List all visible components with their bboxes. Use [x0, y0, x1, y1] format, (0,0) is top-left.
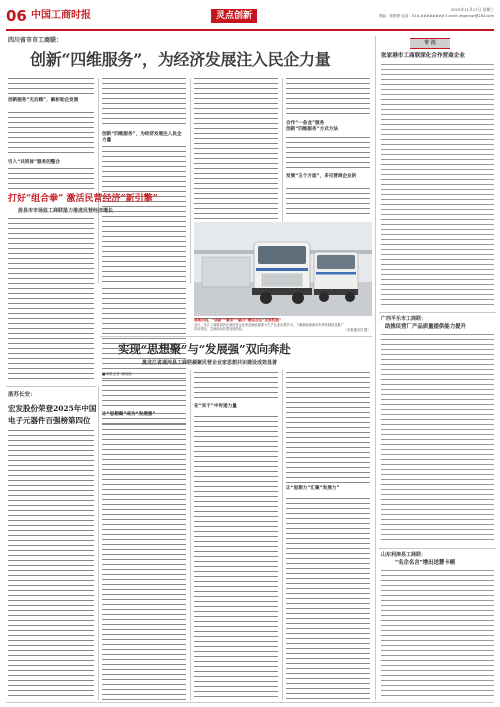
right-column-divider: [375, 36, 376, 700]
column-divider: [98, 78, 99, 283]
left-bottom-headline-2: 电子元器件百强榜第四位: [8, 416, 91, 425]
main-headline: 创新“四维服务”，为经济发展注入民企力量: [30, 50, 331, 69]
column-divider: [282, 370, 283, 700]
section-badge: 灵点创新: [211, 9, 257, 23]
article-subhead: 创新“四维服务”方式方法: [286, 127, 338, 132]
body-text: [102, 146, 186, 283]
article-subhead: 合作“一条龙”服务: [286, 121, 325, 126]
secondary-subtitle: 眉县市市场监工商联落力推进民营经济增长: [18, 208, 114, 214]
article-subhead: 创新“四维服务”，为经济发展注入民企力量: [102, 132, 182, 143]
photo-caption-title: 勇敢启程，“创新”“繁荣”“融合”聚焦点位“发展机遇”: [194, 318, 282, 322]
truck-illustration: [194, 222, 372, 316]
photo-credit: （本报通讯员 摄）: [344, 328, 371, 332]
body-text: [102, 424, 186, 700]
body-text: [8, 430, 94, 700]
editor-line: 责编：张婷婷 电话：010-######## E-mail: zhgshxw@163.com: [378, 14, 494, 18]
right-article-3-kicker: 山东利津县工商联：: [381, 552, 427, 558]
body-text: [8, 78, 94, 94]
body-text: [286, 137, 370, 171]
paper-name: 中国工商时报: [31, 10, 91, 21]
body-text: [286, 188, 370, 218]
body-text: [8, 218, 94, 382]
bottom-subhead: 让“思想聚”成为“发展强”: [102, 412, 156, 417]
column-divider: [98, 386, 99, 700]
section-rule: [100, 336, 372, 337]
masthead-red-rule: [6, 29, 494, 31]
body-text: [194, 416, 278, 700]
left-bottom-headline-1: 宏发股份荣登2025年中国: [8, 404, 97, 413]
body-text: [8, 112, 94, 157]
body-text: [381, 570, 494, 700]
section-rule: [379, 548, 496, 549]
article-subhead: 引入“共同体”服务的整合: [8, 160, 60, 165]
page-number: 06: [6, 7, 27, 25]
truck-photo: [194, 222, 372, 316]
body-text: [286, 498, 370, 700]
date-line: 2025年11月17日 星期三: [450, 7, 494, 12]
body-text: [286, 78, 370, 118]
section-rule: [6, 386, 96, 387]
right-article-3-title: “名企名言”增出送慧卡顾: [395, 560, 456, 566]
column-divider: [190, 370, 191, 700]
bottom-byline: ■本报记者 周晓波: [102, 372, 132, 376]
bottom-subhead: 让“思想力”汇聚“发展力”: [286, 486, 340, 491]
body-text: [381, 334, 494, 544]
main-kicker: 四川省市市工商联：: [8, 37, 63, 44]
article-subhead: 发展“五个方面”，多见营商企业的: [286, 174, 357, 179]
right-article-1-title: 张家港市工商联深化合作营商企业: [381, 53, 465, 59]
body-text: [194, 372, 278, 402]
right-article-2-kicker: 广西平乐市工商联：: [381, 316, 427, 322]
bottom-subtitle: 黑龙江省通河县工商联凝聚民营企业家思想共识建设成效显著: [142, 360, 278, 366]
body-text: [381, 64, 494, 308]
bottom-rule: [6, 702, 494, 703]
bottom-subhead: 在“实干”中传递力量: [194, 404, 237, 409]
body-text: [286, 372, 370, 484]
body-text: [102, 78, 186, 128]
body-text: [102, 380, 186, 410]
bottom-headline: 实现“思想聚”与“发展强”双向奔赴: [118, 342, 291, 356]
column-tag: 专 注: [410, 38, 450, 49]
column-divider: [190, 78, 191, 283]
photo-caption-body: 近日，龙江工商联组织区域民营企业家赴新能源重卡生产企业参观学习，了解新能源商用车研发制造及推广应用情况，交流绿色转型发展经验。: [194, 323, 344, 332]
section-rule: [379, 312, 496, 313]
right-article-2-title: 助推民营厂产品质量提供能力提升: [385, 324, 466, 330]
left-bottom-kicker: 浙苏长安：: [8, 392, 36, 398]
article-subhead: 创新服务“无后顾”，解析助企发展: [8, 98, 79, 103]
masthead: [6, 7, 494, 27]
secondary-headline: 打好“组合拳” 激活民营经济“新引擎”: [8, 194, 158, 204]
body-text: [8, 168, 94, 192]
